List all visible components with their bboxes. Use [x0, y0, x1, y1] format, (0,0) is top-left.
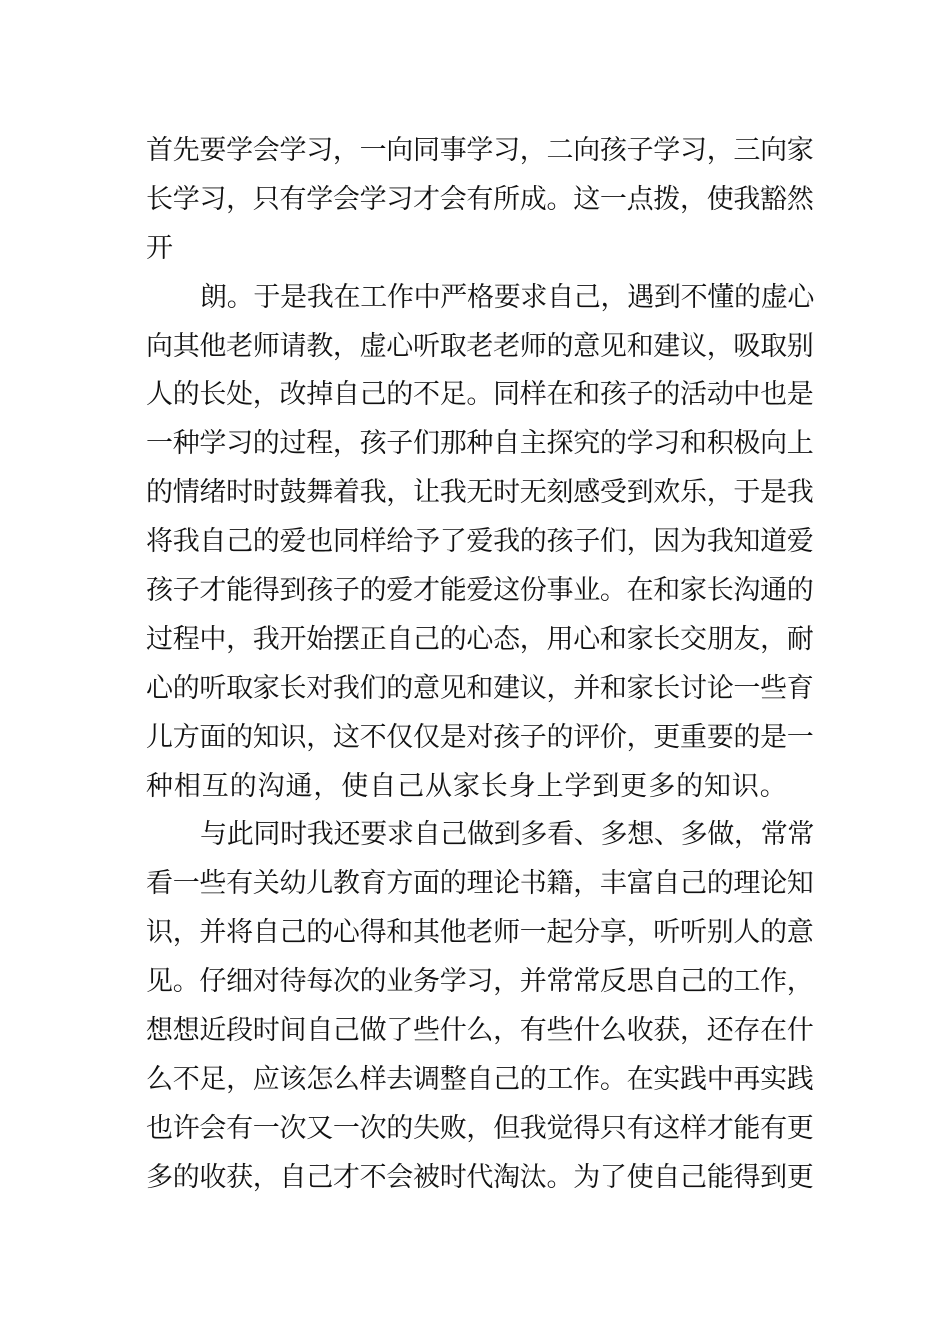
text-line: 首先要学会学习，一向同事学习，二向孩子学习，三向家 [146, 135, 814, 166]
text-line: 想想近段时间自己做了些什么，有些什么收获，还存在什 [146, 1015, 814, 1047]
text-line: 一种学习的过程，孩子们那种自主探究的学习和积极向上 [146, 428, 814, 460]
text-line: 长学习，只有学会学习才会有所成。这一点拨，使我豁然 [146, 183, 814, 215]
text-line: 孩子才能得到孩子的爱才能爱这份事业。在和家长沟通的 [146, 575, 814, 607]
text-line: 么不足，应该怎么样去调整自己的工作。在实践中再实践 [146, 1063, 814, 1095]
text-line: 过程中，我开始摆正自己的心态，用心和家长交朋友，耐 [146, 623, 814, 655]
text-line: 将我自己的爱也同样给予了爱我的孩子们，因为我知道爱 [146, 526, 814, 558]
text-line: 多的收获，自己才不会被时代淘汰。为了使自己能得到更 [146, 1161, 814, 1193]
text-line: 开 [146, 232, 174, 264]
text-line: 的情绪时时鼓舞着我，让我无时无刻感受到欢乐，于是我 [146, 477, 814, 509]
text-line: 人的长处，改掉自己的不足。同样在和孩子的活动中也是 [146, 379, 814, 411]
text-line: 识，并将自己的心得和其他老师一起分享，听听别人的意 [146, 917, 814, 949]
paragraph-first-line: 与此同时我还要求自己做到多看、多想、多做，常常 [200, 819, 815, 851]
paragraph-first-line: 朗。于是我在工作中严格要求自己，遇到不懂的虚心 [200, 281, 815, 313]
text-line: 看一些有关幼儿教育方面的理论书籍，丰富自己的理论知 [146, 868, 814, 900]
text-line: 心的听取家长对我们的意见和建议，并和家长讨论一些育 [146, 672, 814, 704]
text-line: 也许会有一次又一次的失败，但我觉得只有这样才能有更 [146, 1112, 814, 1144]
text-line: 种相互的沟通，使自己从家长身上学到更多的知识。 [146, 770, 788, 802]
text-line: 儿方面的知识，这不仅仅是对孩子的评价，更重要的是一 [146, 721, 814, 753]
text-line: 向其他老师请教，虚心听取老老师的意见和建议，吸取别 [146, 330, 814, 362]
text-line: 见。仔细对待每次的业务学习，并常常反思自己的工作， [146, 966, 814, 998]
body-text [146, 127, 816, 1203]
